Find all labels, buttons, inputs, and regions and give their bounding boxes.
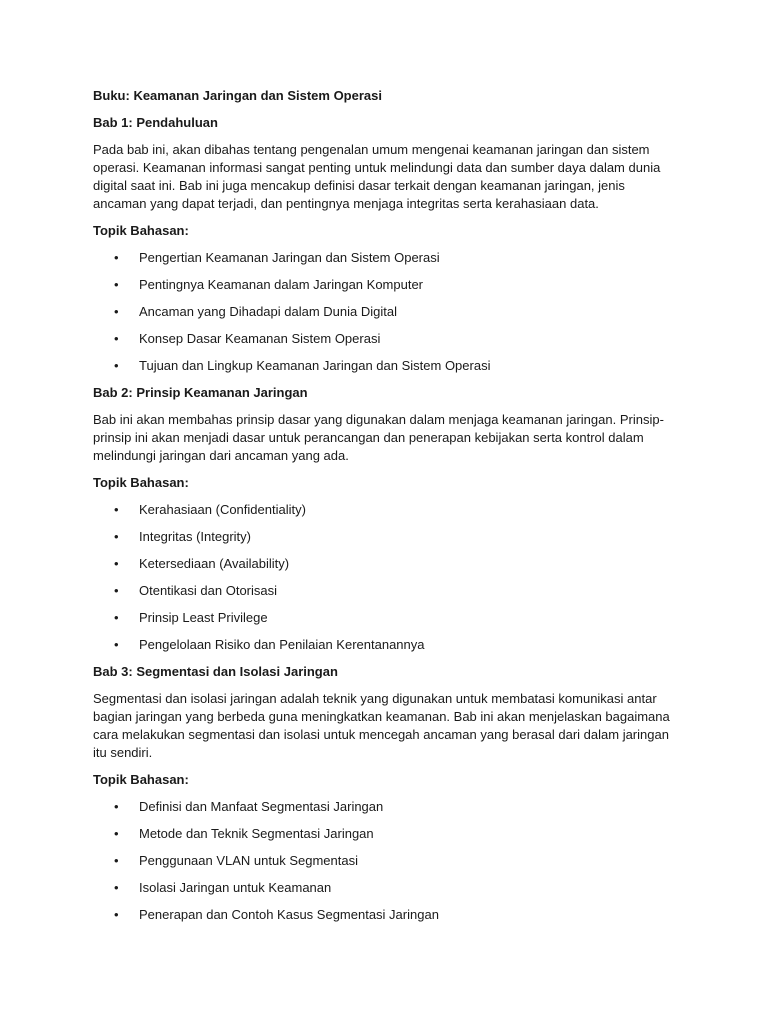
list-item [93,528,673,546]
topics-label: Topik Bahasan: [93,475,189,490]
bullet-icon: • [114,304,119,319]
bullet-icon: • [114,556,119,571]
list-item [93,249,673,267]
bullet-icon: • [114,583,119,598]
list-item-text: Pengelolaan Risiko dan Penilaian Kerentanannya [139,637,425,652]
list-item-text: Pentingnya Keamanan dalam Jaringan Komputer [139,277,424,292]
list-item-text: Tujuan dan Lingkup Keamanan Jaringan dan Sistem Operasi [139,358,491,373]
bullet-icon: • [114,880,119,895]
bullet-icon: • [114,529,119,544]
topic-list [93,249,673,375]
list-item [93,906,673,924]
list-item [93,501,673,519]
bullet-icon: • [114,853,119,868]
bullet-icon: • [114,502,119,517]
document-title: Buku: Keamanan Jaringan dan Sistem Operasi [93,88,382,103]
topics-label: Topik Bahasan: [93,223,189,238]
section-paragraph: Bab ini akan membahas prinsip dasar yang digunakan dalam menjaga keamanan jaringan. Prinsip-prinsip ini akan menjadi dasar untuk perancangan dan penerapan kebijakan serta kontrol dalam melindungi jaringan dari ancaman yang ada. [93,412,664,463]
list-item-text: Kerahasiaan (Confidentiality) [139,502,306,517]
list-item-text: Konsep Dasar Keamanan Sistem Operasi [139,331,381,346]
section-heading: Bab 1: Pendahuluan [93,115,218,130]
list-item [93,825,673,843]
bullet-icon: • [114,907,119,922]
bullet-icon: • [114,358,119,373]
bullet-icon: • [114,331,119,346]
list-item [93,357,673,375]
list-item-text: Metode dan Teknik Segmentasi Jaringan [139,826,374,841]
list-item-text: Ancaman yang Dihadapi dalam Dunia Digital [139,304,397,319]
section-paragraph: Pada bab ini, akan dibahas tentang pengenalan umum mengenai keamanan jaringan dan sistem operasi. Keamanan informasi sangat penting untuk melindungi data dan sumber daya dalam dunia digital saat ini. Bab ini juga mencakup definisi dasar terkait dengan keamanan jaringan, jenis ancaman yang dapat terjadi, dan pentingnya menjaga integritas serta kerahasiaan data. [93,142,661,211]
list-item [93,879,673,897]
list-item [93,330,673,348]
list-item [93,609,673,627]
topics-label: Topik Bahasan: [93,772,189,787]
list-item [93,798,673,816]
list-item-text: Penerapan dan Contoh Kasus Segmentasi Jaringan [139,907,439,922]
bullet-icon: • [114,826,119,841]
list-item-text: Isolasi Jaringan untuk Keamanan [139,880,332,895]
list-item [93,276,673,294]
list-item-text: Otentikasi dan Otorisasi [139,583,278,598]
bullet-icon: • [114,637,119,652]
list-item-text: Ketersediaan (Availability) [139,556,290,571]
list-item-text: Prinsip Least Privilege [139,610,268,625]
document-content [93,87,673,933]
list-item [93,303,673,321]
list-item-text: Pengertian Keamanan Jaringan dan Sistem Operasi [139,250,440,265]
topic-list [93,798,673,924]
bullet-icon: • [114,277,119,292]
bullet-icon: • [114,610,119,625]
list-item [93,636,673,654]
section-heading: Bab 2: Prinsip Keamanan Jaringan [93,385,308,400]
bullet-icon: • [114,799,119,814]
topic-list [93,501,673,654]
list-item [93,582,673,600]
list-item [93,852,673,870]
list-item-text: Penggunaan VLAN untuk Segmentasi [139,853,358,868]
section-paragraph: Segmentasi dan isolasi jaringan adalah teknik yang digunakan untuk membatasi komunikasi antar bagian jaringan yang berbeda guna meningkatkan keamanan. Bab ini akan menjelaskan bagaimana cara melakukan segmentasi dan isolasi untuk mencegah ancaman yang berasal dari dalam jaringan itu sendiri. [93,691,670,760]
list-item [93,555,673,573]
list-item-text: Integritas (Integrity) [139,529,251,544]
bullet-icon: • [114,250,119,265]
section-heading: Bab 3: Segmentasi dan Isolasi Jaringan [93,664,338,679]
list-item-text: Definisi dan Manfaat Segmentasi Jaringan [139,799,384,814]
